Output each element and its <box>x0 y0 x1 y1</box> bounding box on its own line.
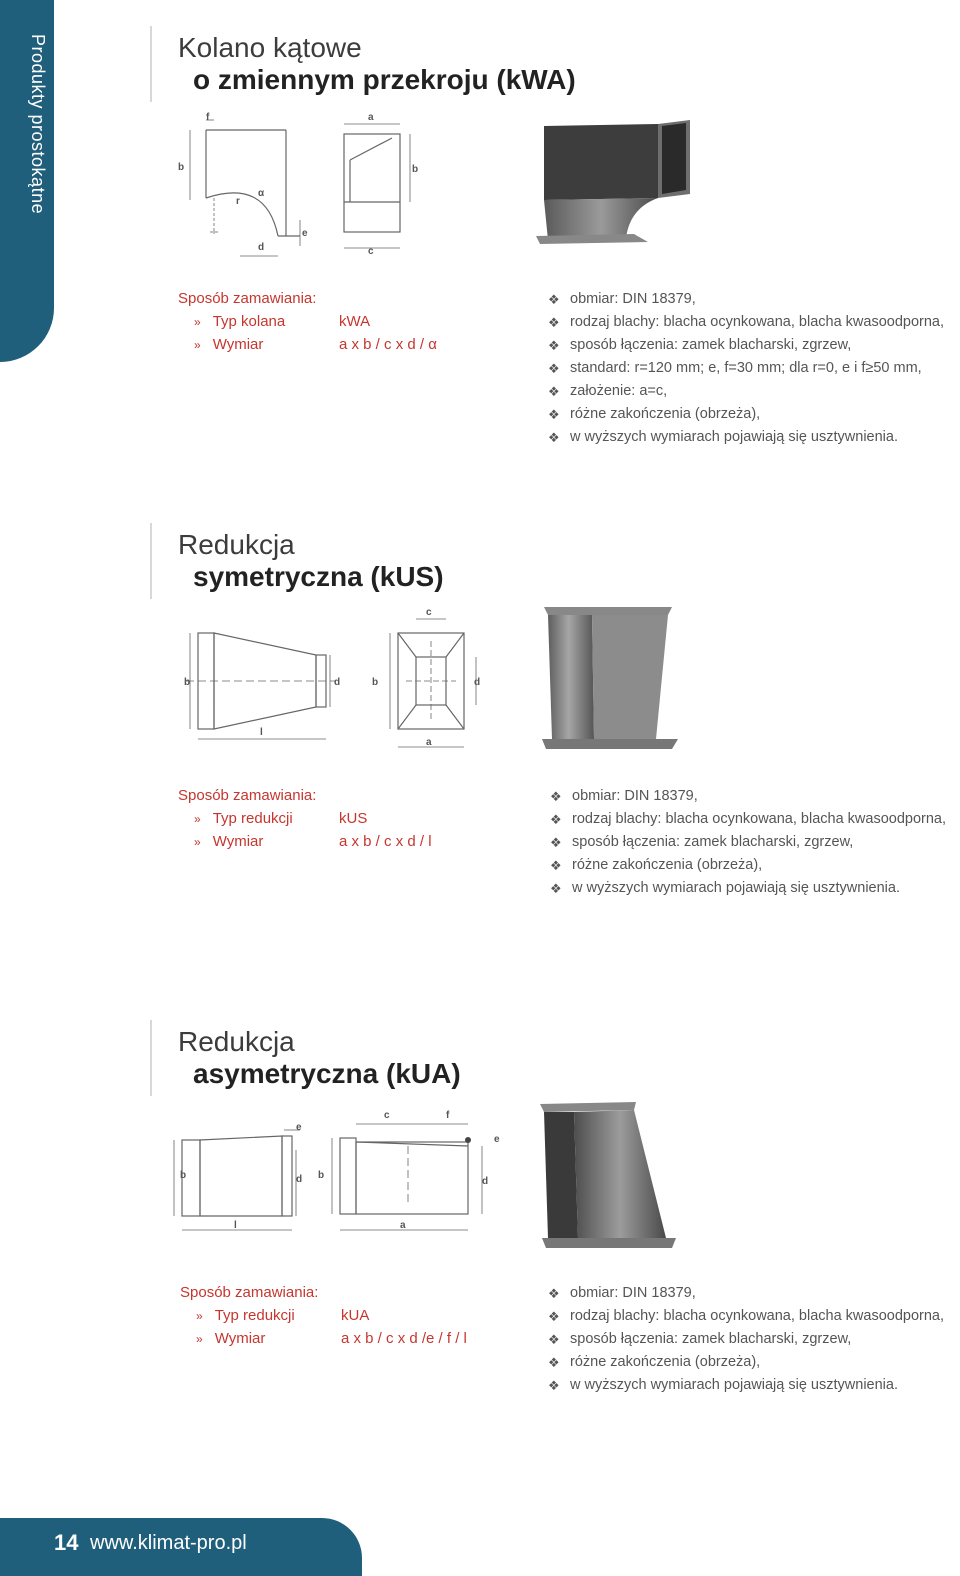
order-label-text: Typ redukcji <box>212 810 293 827</box>
spec-list <box>548 288 944 449</box>
spec-item: ❖ obmiar: DIN 18379, <box>548 1282 944 1305</box>
order-item-size-label <box>196 1330 265 1347</box>
kua-dim-d: d <box>296 1174 303 1185</box>
diamond-bullet-icon: ❖ <box>548 361 560 376</box>
kwa-dim-b-front: b <box>412 164 419 175</box>
page-number: 14 <box>54 1530 79 1555</box>
diamond-bullet-icon: ❖ <box>548 1378 560 1393</box>
kwa-dim-alpha: α <box>258 188 265 199</box>
kua-dim-b-top: b <box>318 1170 325 1181</box>
section-title-line2: asymetryczna (kUA) <box>193 1058 461 1089</box>
diamond-bullet-icon: ❖ <box>548 1309 560 1324</box>
order-item-size-label <box>194 833 263 850</box>
spec-item: ❖ w wyższych wymiarach pojawiają się usztywnienia. <box>548 1374 944 1397</box>
spec-item: ❖ rodzaj blachy: blacha ocynkowana, blacha kwasoodporna, <box>548 311 944 334</box>
kus-dim-c: c <box>426 607 432 618</box>
spec-item: ❖ rodzaj blachy: blacha ocynkowana, blacha kwasoodporna, <box>550 808 946 831</box>
section-title-line1: Redukcja <box>178 1026 295 1057</box>
kus-dim-l: l <box>260 727 263 738</box>
kus-technical-drawing <box>176 605 496 755</box>
arrow-icon: » <box>196 1309 203 1323</box>
arrow-icon: » <box>196 1332 203 1346</box>
order-item-size-label <box>194 336 263 353</box>
arrow-icon: » <box>194 835 201 849</box>
kua-dim-d-top: d <box>482 1176 489 1187</box>
diamond-bullet-icon: ❖ <box>548 1286 560 1301</box>
kua-dim-a: a <box>400 1220 406 1231</box>
kus-dim-a: a <box>426 737 432 748</box>
arrow-icon: » <box>194 812 201 826</box>
order-item-type-label <box>194 810 293 827</box>
kwa-dim-a: a <box>368 112 374 123</box>
diamond-bullet-icon: ❖ <box>550 881 562 896</box>
diamond-bullet-icon: ❖ <box>548 407 560 422</box>
order-label-text: Wymiar <box>214 1330 266 1347</box>
spec-item: ❖ różne zakończenia (obrzeża), <box>548 1351 944 1374</box>
section-title-line1: Kolano kątowe <box>178 32 362 63</box>
diamond-bullet-icon: ❖ <box>548 430 560 445</box>
diamond-bullet-icon: ❖ <box>550 812 562 827</box>
kwa-dim-b: b <box>178 162 185 173</box>
diamond-bullet-icon: ❖ <box>550 789 562 804</box>
order-label-text: Typ redukcji <box>214 1307 295 1324</box>
spec-item: ❖ w wyższych wymiarach pojawiają się usztywnienia. <box>548 426 944 449</box>
section-title-line2: o zmiennym przekroju (kWA) <box>193 64 576 95</box>
spec-item: ❖ obmiar: DIN 18379, <box>550 785 946 808</box>
spec-item: ❖ sposób łączenia: zamek blacharski, zgrzew, <box>548 1328 944 1351</box>
order-item-type-value: kUA <box>341 1307 370 1324</box>
spec-item: ❖ rodzaj blachy: blacha ocynkowana, blacha kwasoodporna, <box>548 1305 944 1328</box>
arrow-icon: » <box>194 338 201 352</box>
kwa-product-image <box>530 118 700 248</box>
diamond-bullet-icon: ❖ <box>548 338 560 353</box>
title-accent-bar <box>150 1020 152 1096</box>
title-accent-bar <box>150 26 152 102</box>
order-item-type-value: kWA <box>339 313 371 330</box>
side-tab-label: Produkty prostokątne <box>28 34 48 215</box>
order-heading: Sposób zamawiania: <box>180 1284 319 1301</box>
title-accent-bar <box>150 523 152 599</box>
spec-item: ❖ założenie: a=c, <box>548 380 944 403</box>
diamond-bullet-icon: ❖ <box>550 858 562 873</box>
kus-dim-d-front: d <box>474 677 481 688</box>
diamond-bullet-icon: ❖ <box>550 835 562 850</box>
order-item-type-label <box>196 1307 295 1324</box>
order-item-size-value: a x b / c x d /e / f / l <box>341 1330 467 1347</box>
page-footer <box>0 1518 362 1576</box>
arrow-icon: » <box>194 315 201 329</box>
kua-product-image <box>536 1100 686 1252</box>
kua-dim-c: c <box>384 1110 390 1121</box>
spec-list <box>548 1282 944 1397</box>
section-title-line1: Redukcja <box>178 529 295 560</box>
spec-item: ❖ obmiar: DIN 18379, <box>548 288 944 311</box>
spec-item: ❖ w wyższych wymiarach pojawiają się usztywnienia. <box>550 877 946 900</box>
kus-dim-b-front: b <box>372 677 379 688</box>
website-link[interactable]: www.klimat-pro.pl <box>90 1532 247 1554</box>
order-label-text: Wymiar <box>212 336 264 353</box>
kwa-dim-c: c <box>368 246 374 257</box>
kwa-dim-r: r <box>236 196 240 207</box>
kua-dim-e-top: e <box>494 1134 500 1145</box>
diamond-bullet-icon: ❖ <box>548 315 560 330</box>
kus-product-image <box>538 603 688 755</box>
diamond-bullet-icon: ❖ <box>548 384 560 399</box>
kwa-dim-e: e <box>302 228 308 239</box>
kus-dim-d: d <box>334 677 341 688</box>
spec-item: ❖ sposób łączenia: zamek blacharski, zgrzew, <box>550 831 946 854</box>
order-heading: Sposób zamawiania: <box>178 290 317 307</box>
order-label-text: Typ kolana <box>212 313 286 330</box>
order-item-size-value: a x b / c x d / α <box>339 336 437 353</box>
kua-dim-e: e <box>296 1122 302 1133</box>
kwa-dim-d: d <box>258 242 265 253</box>
diamond-bullet-icon: ❖ <box>548 292 560 307</box>
diamond-bullet-icon: ❖ <box>548 1332 560 1347</box>
spec-item: ❖ sposób łączenia: zamek blacharski, zgrzew, <box>548 334 944 357</box>
order-label-text: Wymiar <box>212 833 264 850</box>
spec-item: ❖ różne zakończenia (obrzeża), <box>550 854 946 877</box>
kua-dim-l: l <box>234 1220 237 1231</box>
kwa-dim-f: f <box>206 112 210 123</box>
kus-dim-b: b <box>184 677 191 688</box>
spec-item: ❖ różne zakończenia (obrzeża), <box>548 403 944 426</box>
kwa-technical-drawing <box>170 108 440 258</box>
kua-technical-drawing <box>172 1106 508 1236</box>
order-item-type-label <box>194 313 285 330</box>
order-item-type-value: kUS <box>339 810 368 827</box>
spec-item: ❖ standard: r=120 mm; e, f=30 mm; dla r=0, e i f≥50 mm, <box>548 357 944 380</box>
spec-list <box>550 785 946 900</box>
order-heading: Sposób zamawiania: <box>178 787 317 804</box>
order-item-size-value: a x b / c x d / l <box>339 833 432 850</box>
diamond-bullet-icon: ❖ <box>548 1355 560 1370</box>
kua-dim-f: f <box>446 1110 450 1121</box>
section-title-line2: symetryczna (kUS) <box>193 561 444 592</box>
kua-dim-b: b <box>180 1170 187 1181</box>
side-tab <box>0 0 54 362</box>
